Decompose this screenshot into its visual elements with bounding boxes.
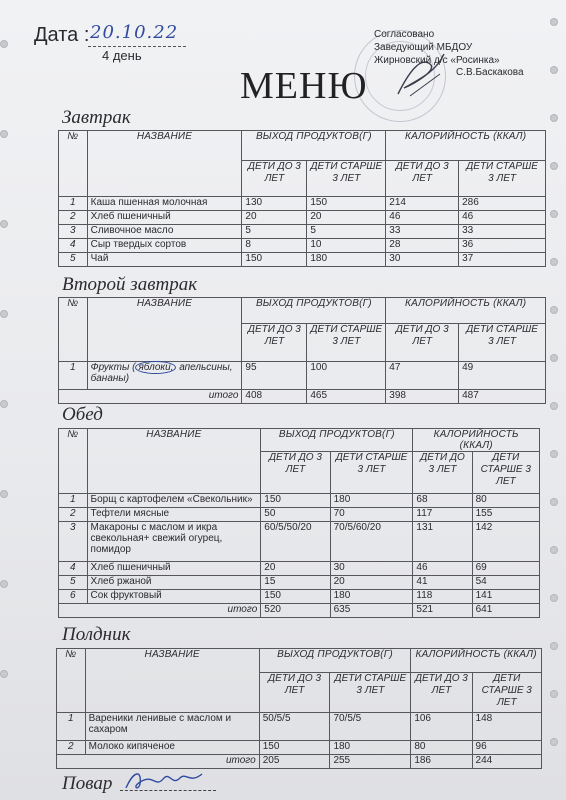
row-cal-over3: 286 <box>459 197 546 211</box>
col-cal-over3: ДЕТИ СТАРШЕ 3 ЛЕТ <box>459 161 546 197</box>
row-num: 5 <box>59 253 88 267</box>
row-name <box>87 362 242 390</box>
total-out-under3: 520 <box>261 604 330 618</box>
table-header-row <box>59 298 546 324</box>
row-out-under3: 15 <box>261 576 330 590</box>
row-out-under3: 150 <box>261 590 330 604</box>
section-title-snack: Полдник <box>62 624 131 645</box>
row-name: Хлеб ржаной <box>87 576 261 590</box>
row-name-circled: яблоки, <box>135 361 176 374</box>
col-output-over3: ДЕТИ СТАРШЕ 3 ЛЕТ <box>307 324 386 362</box>
col-name: НАЗВАНИЕ <box>87 131 242 197</box>
table-row <box>59 590 540 604</box>
row-num: 2 <box>59 211 88 225</box>
table-row <box>59 562 540 576</box>
row-out-over3: 180 <box>307 253 386 267</box>
total-out-under3: 408 <box>242 390 307 404</box>
approval-line-1: Согласовано <box>374 29 435 40</box>
table-row <box>59 239 546 253</box>
row-out-over3: 30 <box>330 562 413 576</box>
row-out-under3: 150 <box>261 494 330 508</box>
row-out-over3: 20 <box>330 576 413 590</box>
section-title-breakfast: Завтрак <box>62 107 131 128</box>
col-num: № <box>57 649 86 713</box>
section-title-second-breakfast: Второй завтрак <box>62 274 198 295</box>
row-name: Сливочное масло <box>87 225 242 239</box>
row-cal-under3: 80 <box>411 741 472 755</box>
col-name: НАЗВАНИЕ <box>87 429 261 494</box>
row-num: 4 <box>59 239 88 253</box>
row-out-over3: 5 <box>307 225 386 239</box>
table-breakfast <box>58 130 546 267</box>
row-out-over3: 100 <box>307 362 386 390</box>
col-num: № <box>59 429 88 494</box>
row-cal-over3: 141 <box>472 590 539 604</box>
total-label: итого <box>59 604 261 618</box>
col-num: № <box>59 131 88 197</box>
total-out-over3: 635 <box>330 604 413 618</box>
total-cal-under3: 398 <box>386 390 459 404</box>
section-title-lunch: Обед <box>62 404 103 425</box>
row-num: 1 <box>59 197 88 211</box>
row-out-under3: 130 <box>242 197 307 211</box>
perforation-left <box>0 0 14 800</box>
col-cal-under3: ДЕТИ ДО 3 ЛЕТ <box>413 452 472 494</box>
row-name-part: Фрукты ( <box>90 362 136 373</box>
row-cal-over3: 155 <box>472 508 539 522</box>
col-cal-over3: ДЕТИ СТАРШЕ 3 ЛЕТ <box>459 324 546 362</box>
row-cal-under3: 41 <box>413 576 472 590</box>
row-out-over3: 70/5/5 <box>330 713 411 741</box>
total-out-over3: 255 <box>330 755 411 769</box>
col-calories: КАЛОРИЙНОСТЬ (ККАЛ) <box>386 298 546 324</box>
date-label: Дата : <box>34 24 90 46</box>
row-out-under3: 50 <box>261 508 330 522</box>
row-num: 5 <box>59 576 88 590</box>
row-name: Каша пшенная молочная <box>87 197 242 211</box>
col-calories: КАЛОРИЙНОСТЬ (ККАЛ) <box>386 131 546 161</box>
row-num: 2 <box>59 508 88 522</box>
row-cal-over3: 54 <box>472 576 539 590</box>
row-cal-over3: 36 <box>459 239 546 253</box>
table-lunch <box>58 428 540 618</box>
table-second-breakfast <box>58 297 546 404</box>
table-row <box>57 713 542 741</box>
row-cal-under3: 28 <box>386 239 459 253</box>
table-row <box>59 576 540 590</box>
table-row <box>59 253 546 267</box>
row-out-under3: 95 <box>242 362 307 390</box>
row-cal-under3: 106 <box>411 713 472 741</box>
row-name: Сок фруктовый <box>87 590 261 604</box>
row-out-over3: 10 <box>307 239 386 253</box>
table-row <box>59 225 546 239</box>
table-header-row <box>59 429 540 452</box>
row-name: Молоко кипяченое <box>85 741 259 755</box>
row-cal-under3: 46 <box>413 562 472 576</box>
row-out-under3: 20 <box>242 211 307 225</box>
row-out-under3: 50/5/5 <box>259 713 330 741</box>
col-output-under3: ДЕТИ ДО 3 ЛЕТ <box>242 324 307 362</box>
row-name-part: апельсины, бананы) <box>90 362 233 384</box>
col-output-under3: ДЕТИ ДО 3 ЛЕТ <box>259 673 330 713</box>
total-cal-under3: 521 <box>413 604 472 618</box>
row-cal-over3: 49 <box>459 362 546 390</box>
col-output-over3: ДЕТИ СТАРШЕ 3 ЛЕТ <box>330 452 413 494</box>
table-row <box>59 197 546 211</box>
col-cal-under3: ДЕТИ ДО 3 ЛЕТ <box>411 673 472 713</box>
day-label: 4 день <box>102 48 142 63</box>
col-output-over3: ДЕТИ СТАРШЕ 3 ЛЕТ <box>307 161 386 197</box>
row-num: 4 <box>59 562 88 576</box>
row-num: 2 <box>57 741 86 755</box>
row-name: Борщ с картофелем «Свекольник» <box>87 494 261 508</box>
row-out-under3: 8 <box>242 239 307 253</box>
row-cal-over3: 80 <box>472 494 539 508</box>
col-name: НАЗВАНИЕ <box>87 298 242 362</box>
table-header-row <box>57 649 542 673</box>
row-cal-over3: 33 <box>459 225 546 239</box>
col-output: ВЫХОД ПРОДУКТОВ(Г) <box>242 298 386 324</box>
row-cal-under3: 68 <box>413 494 472 508</box>
approval-block <box>374 28 500 67</box>
row-name: Тефтели мясные <box>87 508 261 522</box>
approval-line-2: Заведующий МБДОУ <box>374 42 473 53</box>
row-out-under3: 5 <box>242 225 307 239</box>
col-calories: КАЛОРИЙНОСТЬ (ККАЛ) <box>411 649 542 673</box>
table-header-row <box>59 131 546 161</box>
date-value: 20.10.22 <box>90 22 179 43</box>
row-out-under3: 60/5/50/20 <box>261 522 330 562</box>
row-out-over3: 20 <box>307 211 386 225</box>
total-label: итого <box>57 755 260 769</box>
table-row <box>59 508 540 522</box>
total-cal-over3: 244 <box>472 755 541 769</box>
row-name: Макароны с маслом и икра свекольная+ свежий огурец, помидор <box>87 522 261 562</box>
row-cal-under3: 131 <box>413 522 472 562</box>
row-out-under3: 20 <box>261 562 330 576</box>
col-cal-over3: ДЕТИ СТАРШЕ 3 ЛЕТ <box>472 452 539 494</box>
col-name: НАЗВАНИЕ <box>85 649 259 713</box>
row-out-over3: 180 <box>330 494 413 508</box>
table-row <box>57 741 542 755</box>
row-cal-over3: 96 <box>472 741 541 755</box>
row-cal-under3: 214 <box>386 197 459 211</box>
row-cal-under3: 46 <box>386 211 459 225</box>
row-out-over3: 70/5/60/20 <box>330 522 413 562</box>
row-name: Сыр твердых сортов <box>87 239 242 253</box>
date-underline <box>88 46 186 47</box>
row-cal-over3: 148 <box>472 713 541 741</box>
row-cal-under3: 117 <box>413 508 472 522</box>
row-cal-under3: 30 <box>386 253 459 267</box>
col-output-under3: ДЕТИ ДО 3 ЛЕТ <box>242 161 307 197</box>
row-out-under3: 150 <box>242 253 307 267</box>
row-cal-over3: 142 <box>472 522 539 562</box>
cook-underline <box>120 790 216 791</box>
row-num: 1 <box>57 713 86 741</box>
approval-name: С.В.Баскакова <box>456 67 524 78</box>
col-output: ВЫХОД ПРОДУКТОВ(Г) <box>259 649 411 673</box>
row-cal-under3: 118 <box>413 590 472 604</box>
row-cal-over3: 37 <box>459 253 546 267</box>
total-out-over3: 465 <box>307 390 386 404</box>
row-cal-over3: 69 <box>472 562 539 576</box>
row-name: Вареники ленивые с маслом и сахаром <box>85 713 259 741</box>
col-calories: КАЛОРИЙНОСТЬ (ККАЛ) <box>413 429 540 452</box>
cook-label: Повар <box>62 773 113 794</box>
col-output: ВЫХОД ПРОДУКТОВ(Г) <box>242 131 386 161</box>
row-cal-under3: 47 <box>386 362 459 390</box>
row-num: 3 <box>59 225 88 239</box>
row-out-over3: 150 <box>307 197 386 211</box>
col-output-over3: ДЕТИ СТАРШЕ 3 ЛЕТ <box>330 673 411 713</box>
col-cal-over3: ДЕТИ СТАРШЕ 3 ЛЕТ <box>472 673 541 713</box>
col-output: ВЫХОД ПРОДУКТОВ(Г) <box>261 429 413 452</box>
total-cal-under3: 186 <box>411 755 472 769</box>
row-out-over3: 180 <box>330 590 413 604</box>
col-output-under3: ДЕТИ ДО 3 ЛЕТ <box>261 452 330 494</box>
total-cal-over3: 487 <box>459 390 546 404</box>
total-out-under3: 205 <box>259 755 330 769</box>
total-cal-over3: 641 <box>472 604 539 618</box>
total-row <box>59 390 546 404</box>
row-num: 1 <box>59 362 88 390</box>
row-name: Хлеб пшеничный <box>87 211 242 225</box>
total-row <box>59 604 540 618</box>
row-name: Чай <box>87 253 242 267</box>
table-row <box>59 362 546 390</box>
table-row <box>59 494 540 508</box>
row-cal-under3: 33 <box>386 225 459 239</box>
table-row <box>59 522 540 562</box>
col-cal-under3: ДЕТИ ДО 3 ЛЕТ <box>386 161 459 197</box>
row-num: 1 <box>59 494 88 508</box>
col-cal-under3: ДЕТИ ДО 3 ЛЕТ <box>386 324 459 362</box>
row-name: Хлеб пшеничный <box>87 562 261 576</box>
col-num: № <box>59 298 88 362</box>
total-label: итого <box>59 390 242 404</box>
table-snack <box>56 648 542 769</box>
approval-line-3: Жирновский д/с «Росинка» <box>374 55 500 66</box>
row-out-over3: 70 <box>330 508 413 522</box>
table-row <box>59 211 546 225</box>
row-num: 3 <box>59 522 88 562</box>
page-title: МЕНЮ <box>240 65 368 107</box>
row-out-under3: 150 <box>259 741 330 755</box>
row-num: 6 <box>59 590 88 604</box>
row-out-over3: 180 <box>330 741 411 755</box>
row-cal-over3: 46 <box>459 211 546 225</box>
perforation-right <box>550 0 564 800</box>
